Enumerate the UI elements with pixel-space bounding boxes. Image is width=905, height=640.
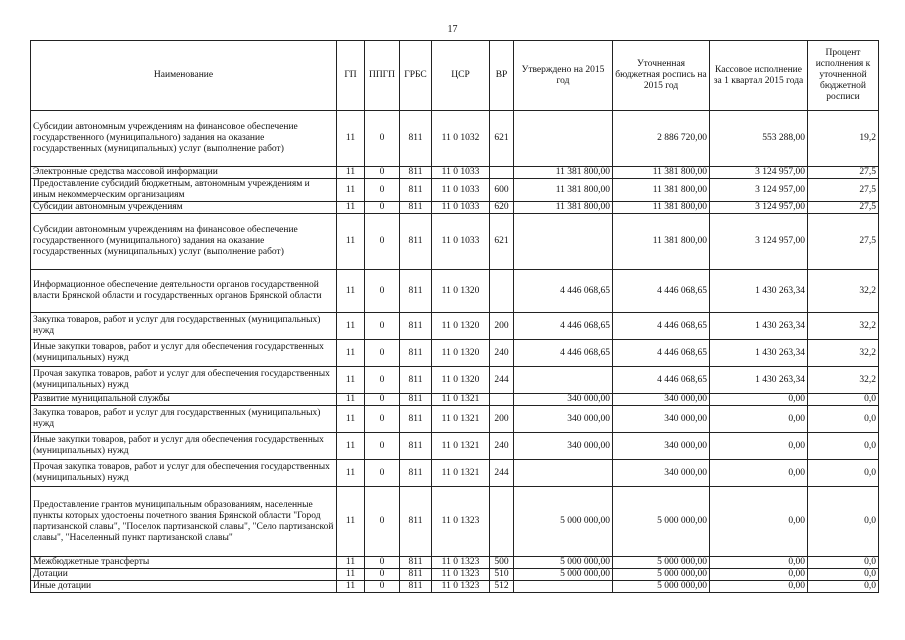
cell-approved: 340 000,00 [514, 394, 613, 406]
cell-csr: 11 0 1321 [432, 406, 490, 433]
cell-ppgp: 0 [365, 214, 400, 270]
cell-ppgp: 0 [365, 406, 400, 433]
cell-gp: 11 [337, 581, 365, 593]
table-row [31, 460, 879, 487]
cell-gp: 11 [337, 167, 365, 179]
cell-grbs: 811 [400, 460, 432, 487]
table-row [31, 433, 879, 460]
cell-percent: 19,2 [808, 111, 879, 167]
cell-gp: 11 [337, 406, 365, 433]
cell-csr: 11 0 1320 [432, 270, 490, 313]
header-approved: Утверждено на 2015 год [514, 41, 613, 111]
cell-csr: 11 0 1033 [432, 179, 490, 202]
cell-name: Информационное обеспечение деятельности органов государственной власти Брянской области и государственных органов Брянской области [31, 270, 337, 313]
cell-grbs: 811 [400, 406, 432, 433]
cell-cash: 0,00 [710, 557, 808, 569]
table-row [31, 270, 879, 313]
table-row [31, 581, 879, 593]
header-percent: Процент исполнения к уточненной бюджетной росписи [808, 41, 879, 111]
cell-grbs: 811 [400, 179, 432, 202]
cell-approved [514, 581, 613, 593]
cell-grbs: 811 [400, 313, 432, 340]
cell-ppgp: 0 [365, 557, 400, 569]
cell-vr: 500 [490, 557, 514, 569]
cell-approved: 5 000 000,00 [514, 569, 613, 581]
cell-csr: 11 0 1323 [432, 581, 490, 593]
cell-csr: 11 0 1323 [432, 569, 490, 581]
header-name: Наименование [31, 41, 337, 111]
table-row [31, 179, 879, 202]
table-row [31, 214, 879, 270]
cell-csr: 11 0 1321 [432, 433, 490, 460]
table-row [31, 202, 879, 214]
cell-approved [514, 460, 613, 487]
table-row [31, 340, 879, 367]
cell-approved: 340 000,00 [514, 433, 613, 460]
cell-grbs: 811 [400, 557, 432, 569]
cell-percent: 0,0 [808, 557, 879, 569]
cell-cash: 0,00 [710, 569, 808, 581]
cell-refined: 340 000,00 [613, 406, 710, 433]
cell-vr: 600 [490, 179, 514, 202]
cell-name: Иные дотации [31, 581, 337, 593]
cell-refined: 5 000 000,00 [613, 487, 710, 557]
cell-cash: 1 430 263,34 [710, 340, 808, 367]
cell-cash: 0,00 [710, 581, 808, 593]
cell-approved: 11 381 800,00 [514, 179, 613, 202]
cell-approved [514, 111, 613, 167]
cell-name: Субсидии автономным учреждениям на финансовое обеспечение государственного (муниципального) задания на оказание государственных (муниципальных) услуг (выполнение работ) [31, 111, 337, 167]
cell-ppgp: 0 [365, 270, 400, 313]
cell-gp: 11 [337, 394, 365, 406]
cell-ppgp: 0 [365, 487, 400, 557]
cell-percent: 0,0 [808, 487, 879, 557]
cell-percent: 0,0 [808, 581, 879, 593]
cell-cash: 3 124 957,00 [710, 179, 808, 202]
cell-grbs: 811 [400, 367, 432, 394]
header-row [31, 41, 879, 111]
cell-gp: 11 [337, 214, 365, 270]
header-gp: ГП [337, 41, 365, 111]
page-number: 17 [447, 24, 458, 35]
cell-gp: 11 [337, 111, 365, 167]
cell-vr [490, 167, 514, 179]
cell-name: Иные закупки товаров, работ и услуг для обеспечения государственных (муниципальных) нужд [31, 340, 337, 367]
cell-grbs: 811 [400, 214, 432, 270]
cell-csr: 11 0 1320 [432, 367, 490, 394]
cell-refined: 5 000 000,00 [613, 581, 710, 593]
cell-approved: 4 446 068,65 [514, 313, 613, 340]
cell-grbs: 811 [400, 111, 432, 167]
cell-gp: 11 [337, 487, 365, 557]
table-row [31, 406, 879, 433]
cell-refined: 11 381 800,00 [613, 214, 710, 270]
cell-vr: 244 [490, 367, 514, 394]
cell-grbs: 811 [400, 394, 432, 406]
cell-name: Иные закупки товаров, работ и услуг для обеспечения государственных (муниципальных) нужд [31, 433, 337, 460]
cell-percent: 27,5 [808, 179, 879, 202]
cell-vr: 244 [490, 460, 514, 487]
cell-ppgp: 0 [365, 340, 400, 367]
cell-ppgp: 0 [365, 433, 400, 460]
header-refined: Уточненная бюджетная роспись на 2015 год [613, 41, 710, 111]
cell-gp: 11 [337, 557, 365, 569]
table-row [31, 111, 879, 167]
cell-grbs: 811 [400, 581, 432, 593]
cell-refined: 4 446 068,65 [613, 270, 710, 313]
cell-percent: 27,5 [808, 214, 879, 270]
cell-percent: 0,0 [808, 406, 879, 433]
cell-approved: 340 000,00 [514, 406, 613, 433]
cell-percent: 32,2 [808, 340, 879, 367]
cell-grbs: 811 [400, 340, 432, 367]
cell-cash: 0,00 [710, 433, 808, 460]
cell-csr: 11 0 1033 [432, 214, 490, 270]
cell-name: Межбюджетные трансферты [31, 557, 337, 569]
cell-vr: 200 [490, 406, 514, 433]
cell-name: Электронные средства массовой информации [31, 167, 337, 179]
cell-percent: 32,2 [808, 313, 879, 340]
cell-gp: 11 [337, 340, 365, 367]
table-row [31, 167, 879, 179]
cell-refined: 11 381 800,00 [613, 179, 710, 202]
cell-cash: 0,00 [710, 394, 808, 406]
cell-refined: 340 000,00 [613, 394, 710, 406]
cell-cash: 3 124 957,00 [710, 214, 808, 270]
cell-grbs: 811 [400, 202, 432, 214]
table-row [31, 569, 879, 581]
cell-cash: 0,00 [710, 460, 808, 487]
cell-gp: 11 [337, 313, 365, 340]
cell-csr: 11 0 1323 [432, 557, 490, 569]
cell-csr: 11 0 1320 [432, 340, 490, 367]
cell-ppgp: 0 [365, 367, 400, 394]
cell-percent: 0,0 [808, 460, 879, 487]
cell-ppgp: 0 [365, 460, 400, 487]
cell-vr: 621 [490, 111, 514, 167]
cell-refined: 4 446 068,65 [613, 367, 710, 394]
cell-refined: 4 446 068,65 [613, 340, 710, 367]
cell-vr: 240 [490, 433, 514, 460]
cell-vr: 200 [490, 313, 514, 340]
cell-refined: 2 886 720,00 [613, 111, 710, 167]
cell-grbs: 811 [400, 569, 432, 581]
cell-cash: 3 124 957,00 [710, 202, 808, 214]
cell-refined: 340 000,00 [613, 460, 710, 487]
cell-cash: 1 430 263,34 [710, 367, 808, 394]
cell-approved: 4 446 068,65 [514, 340, 613, 367]
cell-refined: 4 446 068,65 [613, 313, 710, 340]
cell-grbs: 811 [400, 270, 432, 313]
cell-ppgp: 0 [365, 313, 400, 340]
cell-csr: 11 0 1320 [432, 313, 490, 340]
cell-vr [490, 270, 514, 313]
cell-approved: 5 000 000,00 [514, 487, 613, 557]
cell-csr: 11 0 1032 [432, 111, 490, 167]
cell-name: Дотации [31, 569, 337, 581]
cell-refined: 11 381 800,00 [613, 167, 710, 179]
cell-ppgp: 0 [365, 569, 400, 581]
cell-ppgp: 0 [365, 581, 400, 593]
cell-vr: 240 [490, 340, 514, 367]
cell-grbs: 811 [400, 167, 432, 179]
header-ppgp: ППГП [365, 41, 400, 111]
cell-percent: 27,5 [808, 167, 879, 179]
cell-csr: 11 0 1033 [432, 202, 490, 214]
cell-percent: 0,0 [808, 433, 879, 460]
cell-vr: 512 [490, 581, 514, 593]
cell-grbs: 811 [400, 487, 432, 557]
cell-ppgp: 0 [365, 111, 400, 167]
cell-refined: 340 000,00 [613, 433, 710, 460]
table-row [31, 557, 879, 569]
cell-percent: 0,0 [808, 569, 879, 581]
cell-grbs: 811 [400, 433, 432, 460]
cell-name: Субсидии автономным учреждениям на финансовое обеспечение государственного (муниципального) задания на оказание государственных (муниципальных) услуг (выполнение работ) [31, 214, 337, 270]
cell-cash: 0,00 [710, 487, 808, 557]
cell-percent: 27,5 [808, 202, 879, 214]
cell-name: Развитие муниципальной службы [31, 394, 337, 406]
cell-cash: 1 430 263,34 [710, 313, 808, 340]
cell-approved: 11 381 800,00 [514, 202, 613, 214]
cell-name: Прочая закупка товаров, работ и услуг для обеспечения государственных (муниципальных) нужд [31, 460, 337, 487]
cell-gp: 11 [337, 569, 365, 581]
cell-ppgp: 0 [365, 167, 400, 179]
cell-cash: 553 288,00 [710, 111, 808, 167]
cell-cash: 0,00 [710, 406, 808, 433]
cell-refined: 5 000 000,00 [613, 557, 710, 569]
cell-csr: 11 0 1033 [432, 167, 490, 179]
cell-csr: 11 0 1321 [432, 394, 490, 406]
cell-name: Закупка товаров, работ и услуг для государственных (муниципальных) нужд [31, 313, 337, 340]
cell-cash: 1 430 263,34 [710, 270, 808, 313]
cell-name: Закупка товаров, работ и услуг для государственных (муниципальных) нужд [31, 406, 337, 433]
cell-gp: 11 [337, 433, 365, 460]
cell-vr: 510 [490, 569, 514, 581]
cell-ppgp: 0 [365, 179, 400, 202]
table-body [31, 111, 879, 593]
header-cash: Кассовое исполнение за 1 квартал 2015 года [710, 41, 808, 111]
cell-name: Предоставление субсидий бюджетным, автономным учреждениям и иным некоммерческим организациям [31, 179, 337, 202]
cell-approved: 5 000 000,00 [514, 557, 613, 569]
cell-csr: 11 0 1321 [432, 460, 490, 487]
cell-ppgp: 0 [365, 394, 400, 406]
cell-gp: 11 [337, 179, 365, 202]
cell-name: Субсидии автономным учреждениям [31, 202, 337, 214]
cell-gp: 11 [337, 270, 365, 313]
table-row [31, 367, 879, 394]
cell-percent: 0,0 [808, 394, 879, 406]
cell-percent: 32,2 [808, 367, 879, 394]
table-row [31, 394, 879, 406]
cell-percent: 32,2 [808, 270, 879, 313]
cell-refined: 11 381 800,00 [613, 202, 710, 214]
cell-cash: 3 124 957,00 [710, 167, 808, 179]
table-row [31, 487, 879, 557]
table-row [31, 313, 879, 340]
cell-approved [514, 214, 613, 270]
cell-name: Прочая закупка товаров, работ и услуг для обеспечения государственных (муниципальных) нужд [31, 367, 337, 394]
cell-approved: 4 446 068,65 [514, 270, 613, 313]
budget-table [30, 40, 879, 593]
cell-gp: 11 [337, 367, 365, 394]
cell-name: Предоставление грантов муниципальным образованиям, населенные пункты которых удостоены почетного звания Брянской области "Город партизанской славы", "Поселок партизанской славы", "Село партизанской славы", "Населенный пункт партизанской славы" [31, 487, 337, 557]
header-vr: ВР [490, 41, 514, 111]
cell-gp: 11 [337, 202, 365, 214]
cell-ppgp: 0 [365, 202, 400, 214]
header-grbs: ГРБС [400, 41, 432, 111]
cell-vr [490, 487, 514, 557]
cell-approved: 11 381 800,00 [514, 167, 613, 179]
cell-vr [490, 394, 514, 406]
cell-vr: 620 [490, 202, 514, 214]
cell-csr: 11 0 1323 [432, 487, 490, 557]
cell-approved [514, 367, 613, 394]
cell-refined: 5 000 000,00 [613, 569, 710, 581]
cell-vr: 621 [490, 214, 514, 270]
header-csr: ЦСР [432, 41, 490, 111]
cell-gp: 11 [337, 460, 365, 487]
